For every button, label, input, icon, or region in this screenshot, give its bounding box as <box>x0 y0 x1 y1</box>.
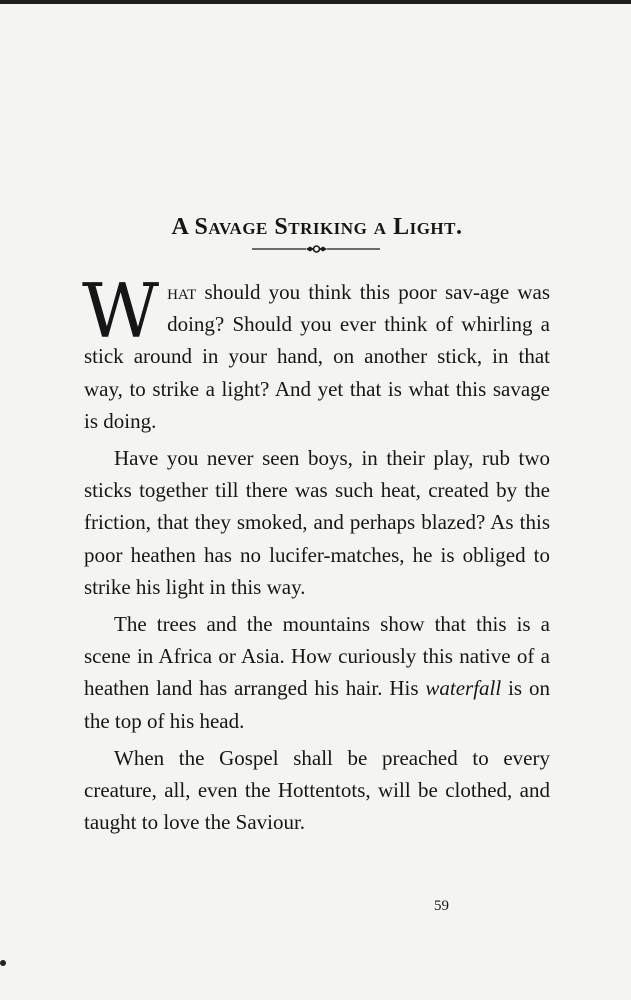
paragraph-3-text-before: The trees and the mountains show that this is a scene in Africa or Asia. How curiously this native of a heathen land has arranged his hair. His <box>84 612 550 701</box>
drop-cap: W <box>82 267 160 355</box>
ornament-divider <box>252 242 380 256</box>
paragraph-1 <box>82 267 550 437</box>
paragraph-2 <box>84 442 550 603</box>
page-number: 59 <box>434 898 449 914</box>
paragraph-3 <box>84 608 550 737</box>
body-text <box>82 267 550 843</box>
paragraph-1-text: should you think this poor sav-age was doing? Should you ever think of whirling a stick around in your hand, on another stick, in that way, to strike a light? And yet that is what this savage is doing. <box>84 280 550 433</box>
chapter-title: A Savage Striking a Light. <box>171 214 463 241</box>
paragraph-3-text-after: is on the top of his head. <box>84 676 550 733</box>
top-border <box>0 0 631 4</box>
lead-in: hat <box>167 280 197 304</box>
paragraph-4-text: When the Gospel shall be preached to every creature, all, even the Hottentots, will be clothed, and taught to love the Saviour. <box>84 745 550 835</box>
paragraph-2-text: Have you never seen boys, in their play, rub two sticks together till there was such heat, created by the friction, that they smoked, and perhaps blazed? As this poor heathen has no lucifer-matches, he is obliged to strike his light in this way. <box>84 446 550 599</box>
paragraph-4 <box>84 742 550 839</box>
italic-word: waterfall <box>425 676 502 701</box>
edge-mark <box>0 960 6 966</box>
